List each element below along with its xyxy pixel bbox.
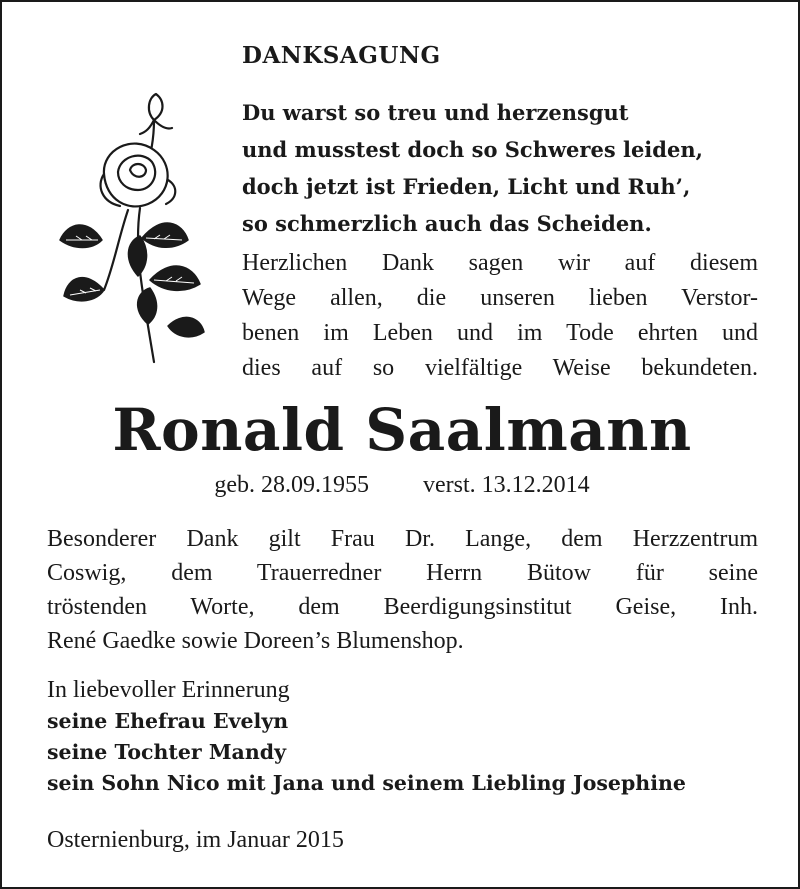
family-member: sein Sohn Nico mit Jana und seinem Liebling Josephine: [47, 771, 686, 795]
special-thanks: [47, 522, 758, 658]
life-dates: [2, 472, 800, 499]
deceased-name: Ronald Saalmann: [112, 396, 692, 464]
poem-line: doch jetzt ist Frieden, Licht und Ruh’,: [242, 174, 691, 199]
memory-intro: In liebevoller Erinnerung: [47, 677, 290, 703]
heading: DANKSAGUNG: [242, 42, 441, 69]
thanks-line: Wege allen, die unseren lieben Verstor-: [242, 285, 758, 311]
thanks-line: benen im Leben und im Tode ehrten und: [242, 320, 758, 346]
special-thanks-line: tröstenden Worte, dem Beerdigungsinstitut Geise, Inh.: [47, 594, 758, 620]
thanks-line: Herzlichen Dank sagen wir auf diesem: [242, 250, 758, 276]
poem-line: Du warst so treu und herzensgut: [242, 100, 629, 125]
place-date: Osternienburg, im Januar 2015: [47, 827, 344, 853]
death-date: verst. 13.12.2014: [423, 472, 590, 498]
thanks-line: dies auf so vielfältige Weise bekundeten.: [242, 355, 758, 381]
special-thanks-line: Besonderer Dank gilt Frau Dr. Lange, dem Herzzentrum: [47, 526, 758, 552]
poem: [242, 94, 703, 242]
birth-date: geb. 28.09.1955: [214, 472, 369, 498]
family-member: seine Tochter Mandy: [47, 740, 286, 764]
poem-line: und musstest doch so Schweres leiden,: [242, 137, 703, 162]
special-thanks-line: Coswig, dem Trauerredner Herrn Bütow für seine: [47, 560, 758, 586]
family-signature: [47, 675, 686, 799]
thanks-paragraph: [242, 246, 758, 386]
poem-line: so schmerzlich auch das Scheiden.: [242, 211, 652, 236]
special-thanks-line: René Gaedke sowie Doreen’s Blumenshop.: [47, 628, 464, 654]
rose-icon: [42, 90, 212, 365]
family-member: seine Ehefrau Evelyn: [47, 709, 289, 733]
